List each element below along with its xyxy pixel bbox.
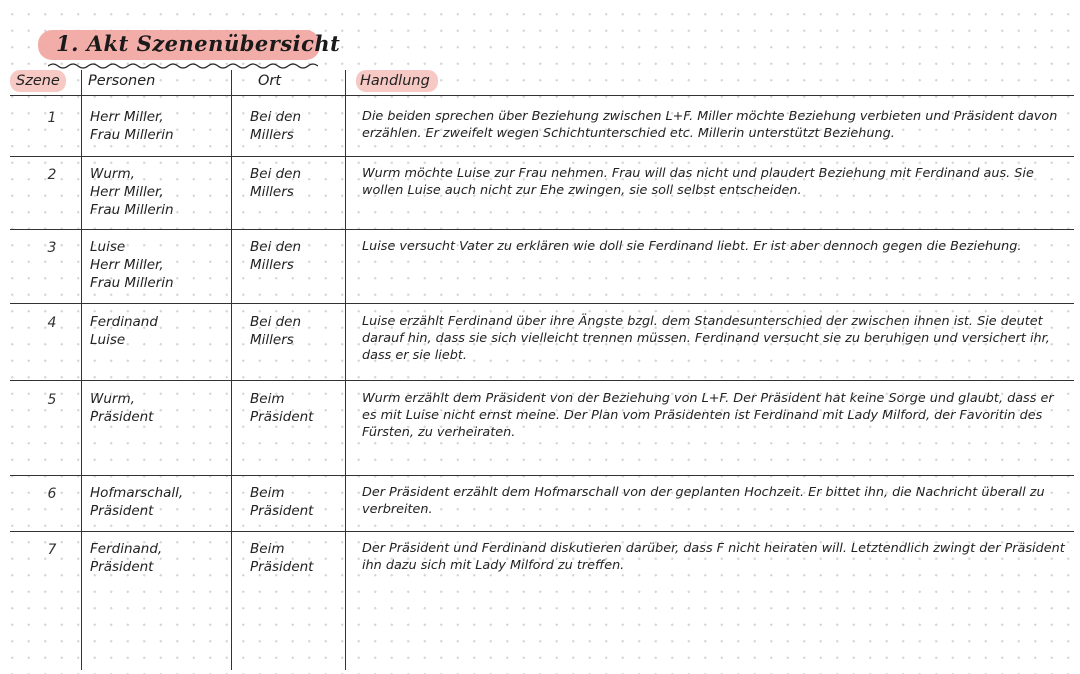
person-name: Herr Miller, (90, 109, 164, 125)
location-line: Beim (250, 485, 285, 501)
location-line: Millers (250, 127, 294, 143)
location-line: Millers (250, 184, 294, 200)
scene-persons (90, 165, 230, 219)
location-line: Beim (250, 541, 285, 557)
scene-plot: Luise versucht Vater zu erklären wie doll sie Ferdinand liebt. Er ist aber dennoch gegen die Beziehung. (362, 239, 1022, 254)
scene-location (250, 390, 346, 426)
location-line: Bei den (250, 314, 302, 330)
scene-persons (90, 238, 230, 292)
page-title: 1. Akt Szenenübersicht (56, 31, 341, 56)
header-szene: Szene (10, 70, 66, 92)
person-name: Präsident (90, 409, 154, 425)
location-line: Bei den (250, 166, 302, 182)
scene-location (250, 540, 346, 576)
scene-plot: Wurm erzählt dem Präsident von der Beziehung von L+F. Der Präsident hat keine Sorge und glaubt, dass er es mit Luise nicht ernst meine. Der Plan vom Präsidenten ist Ferdinand mit Lady Milford, der Favoritin des Fürsten, zu verheiraten. (362, 391, 1054, 440)
scene-persons (90, 313, 230, 349)
scene-persons (90, 108, 230, 144)
person-name: Ferdinand (90, 314, 158, 330)
location-line: Beim (250, 391, 285, 407)
row-divider (10, 380, 1074, 381)
person-name: Wurm, (90, 166, 135, 182)
location-line: Präsident (250, 503, 314, 519)
scene-persons (90, 484, 230, 520)
header-ort: Ort (258, 73, 282, 89)
scene-number: 7 (47, 542, 57, 558)
scene-plot: Wurm möchte Luise zur Frau nehmen. Frau will das nicht und plaudert Beziehung mit Ferdinand aus. Sie wollen Luise auch nicht zur Ehe zwingen, sie soll selbst entscheiden. (362, 166, 1034, 198)
scene-plot: Der Präsident erzählt dem Hofmarschall von der geplanten Hochzeit. Er bittet ihn, die Nachricht überall zu verbreiten. (362, 485, 1045, 517)
column-divider (231, 70, 232, 670)
person-name: Herr Miller, (90, 184, 164, 200)
scene-number: 3 (47, 240, 57, 256)
scene-number: 5 (47, 392, 57, 408)
person-name: Präsident (90, 559, 154, 575)
location-line: Bei den (250, 109, 302, 125)
person-name: Hofmarschall, (90, 485, 184, 501)
column-divider (81, 70, 82, 670)
scene-number: 6 (47, 486, 57, 502)
person-name: Herr Miller, (90, 257, 164, 273)
person-name: Frau Millerin (90, 202, 174, 218)
location-line: Millers (250, 257, 294, 273)
person-name: Wurm, (90, 391, 135, 407)
title-block (38, 24, 340, 64)
person-name: Luise (90, 239, 126, 255)
scene-persons (90, 390, 230, 426)
person-name: Frau Millerin (90, 127, 174, 143)
table-header (0, 66, 1080, 96)
person-name: Ferdinand, (90, 541, 163, 557)
scene-location (250, 313, 346, 349)
column-divider (345, 70, 346, 670)
scene-plot: Der Präsident und Ferdinand diskutieren darüber, dass F nicht heiraten will. Letztendlich zwingt der Präsident ihn dazu sich mit Lady Milford zu treffen. (362, 541, 1065, 573)
person-name: Luise (90, 332, 126, 348)
scene-persons (90, 540, 230, 576)
location-line: Bei den (250, 239, 302, 255)
row-divider (10, 229, 1074, 230)
header-handlung: Handlung (356, 70, 438, 92)
person-name: Frau Millerin (90, 275, 174, 291)
row-divider (10, 156, 1074, 157)
scene-plot: Die beiden sprechen über Beziehung zwischen L+F. Miller möchte Beziehung verbieten und Präsident davon erzählen. Er zweifelt wegen Schichtunterschied etc. Millerin unterstützt Beziehung. (362, 109, 1058, 141)
location-line: Millers (250, 332, 294, 348)
scene-location (250, 165, 346, 201)
location-line: Präsident (250, 409, 314, 425)
row-divider (10, 531, 1074, 532)
header-divider (10, 95, 1074, 96)
person-name: Präsident (90, 503, 154, 519)
scene-location (250, 484, 346, 520)
scene-plot: Luise erzählt Ferdinand über ihre Ängste bzgl. dem Standesunterschied der zwischen ihnen ist. Sie deutet darauf hin, dass sie sich vielleicht trennen müssen. Ferdinand versucht sie zu beruhigen und versichert ihr, dass er sie liebt. (362, 314, 1050, 363)
row-divider (10, 475, 1074, 476)
header-personen: Personen (88, 73, 156, 89)
scene-number: 4 (47, 315, 57, 331)
scene-number: 2 (47, 167, 57, 183)
location-line: Präsident (250, 559, 314, 575)
scene-location (250, 238, 346, 274)
row-divider (10, 303, 1074, 304)
scene-location (250, 108, 346, 144)
scene-number: 1 (47, 110, 57, 126)
